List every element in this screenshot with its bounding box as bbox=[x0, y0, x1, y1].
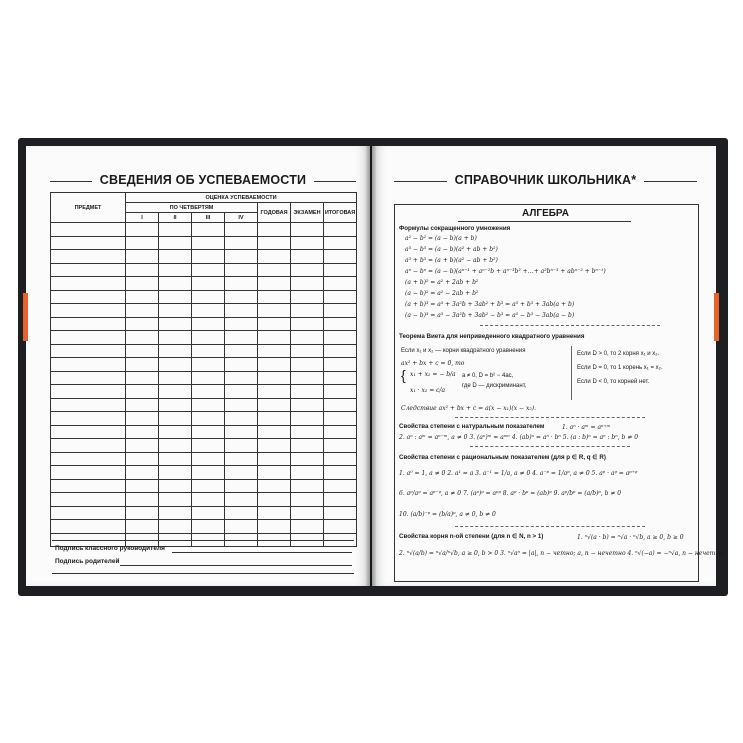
rat-powers-line-2: 6. aᵖ/aᵍ = aᵖ⁻ᵍ, a ≠ 0 7. (aᵖ)ᵍ = aᵖᵍ 8. aᵖ · bᵖ = (ab)ᵖ 9. aᵖ/bᵖ = (a/b)ᵖ, b ≠ 0 bbox=[399, 490, 622, 497]
grade-cell[interactable] bbox=[192, 236, 225, 250]
grade-cell[interactable] bbox=[291, 250, 324, 264]
rat-powers-line-3: 10. (a/b)⁻ᵖ = (b/a)ᵖ, a ≠ 0, b ≠ 0 bbox=[399, 511, 496, 518]
grade-row bbox=[51, 412, 357, 426]
grade-cell[interactable] bbox=[225, 331, 258, 345]
grade-cell[interactable] bbox=[225, 223, 258, 237]
grade-row bbox=[51, 290, 357, 304]
vieta-sum: x₁ + x₂ = − b/a bbox=[410, 371, 456, 378]
grade-cell[interactable] bbox=[258, 290, 291, 304]
exam-header: ЭКЗАМЕН bbox=[291, 203, 324, 223]
grade-cell[interactable] bbox=[324, 358, 357, 372]
grade-cell[interactable] bbox=[225, 520, 258, 534]
grade-cell[interactable] bbox=[291, 425, 324, 439]
grade-cell[interactable] bbox=[225, 452, 258, 466]
grade-cell[interactable] bbox=[159, 358, 192, 372]
grade-cell[interactable] bbox=[324, 331, 357, 345]
grades-table bbox=[50, 192, 357, 547]
grade-cell[interactable] bbox=[126, 439, 159, 453]
quarter-3-header: III bbox=[192, 213, 225, 223]
grade-cell[interactable] bbox=[192, 371, 225, 385]
grade-cell[interactable] bbox=[126, 358, 159, 372]
grade-cell[interactable] bbox=[192, 439, 225, 453]
grade-cell[interactable] bbox=[324, 398, 357, 412]
grade-cell[interactable] bbox=[225, 317, 258, 331]
formula-4: aⁿ − bⁿ = (a − b)(aⁿ⁻¹ + aⁿ⁻²b + aⁿ⁻³b² +…+ a²bⁿ⁻³ + abⁿ⁻² + bⁿ⁻¹) bbox=[405, 268, 606, 275]
grade-cell[interactable] bbox=[258, 466, 291, 480]
root-property-1: 1. ⁿ√(a · b) = ⁿ√a · ⁿ√b, a ≥ 0, b ≥ 0 bbox=[577, 534, 684, 541]
grade-cell[interactable] bbox=[159, 304, 192, 318]
subject-cell[interactable] bbox=[51, 317, 126, 331]
subject-cell[interactable] bbox=[51, 371, 126, 385]
subject-cell[interactable] bbox=[51, 358, 126, 372]
grade-cell[interactable] bbox=[225, 290, 258, 304]
grade-cell[interactable] bbox=[291, 520, 324, 534]
grade-cell[interactable] bbox=[159, 277, 192, 291]
grade-cell[interactable] bbox=[258, 304, 291, 318]
grade-cell[interactable] bbox=[192, 223, 225, 237]
grade-cell[interactable] bbox=[192, 317, 225, 331]
grades-header: ОЦЕНКА УСПЕВАЕМОСТИ bbox=[126, 193, 357, 203]
vieta-divider bbox=[571, 346, 572, 400]
grade-row bbox=[51, 277, 357, 291]
grade-cell[interactable] bbox=[225, 439, 258, 453]
grade-cell[interactable] bbox=[192, 412, 225, 426]
grade-cell[interactable] bbox=[324, 493, 357, 507]
grade-cell[interactable] bbox=[192, 493, 225, 507]
grade-cell[interactable] bbox=[126, 398, 159, 412]
grade-cell[interactable] bbox=[258, 263, 291, 277]
grade-row bbox=[51, 398, 357, 412]
grade-row bbox=[51, 304, 357, 318]
grade-cell[interactable] bbox=[291, 466, 324, 480]
system-brace: { bbox=[401, 367, 406, 383]
subject-cell[interactable] bbox=[51, 236, 126, 250]
grade-row bbox=[51, 425, 357, 439]
grade-cell[interactable] bbox=[291, 479, 324, 493]
grade-cell[interactable] bbox=[324, 304, 357, 318]
grade-cell[interactable] bbox=[291, 236, 324, 250]
quarter-2-header: II bbox=[159, 213, 192, 223]
grade-cell[interactable] bbox=[324, 385, 357, 399]
vieta-product: x₁ · x₂ = c/a bbox=[410, 387, 446, 394]
grade-cell[interactable] bbox=[258, 385, 291, 399]
grade-cell[interactable] bbox=[126, 520, 159, 534]
grade-cell[interactable] bbox=[126, 344, 159, 358]
subject-cell[interactable] bbox=[51, 263, 126, 277]
grade-cell[interactable] bbox=[324, 439, 357, 453]
grade-cell[interactable] bbox=[258, 236, 291, 250]
subject-cell[interactable] bbox=[51, 385, 126, 399]
grade-cell[interactable] bbox=[192, 479, 225, 493]
grade-cell[interactable] bbox=[192, 304, 225, 318]
grade-cell[interactable] bbox=[225, 250, 258, 264]
formula-1: a² − b² = (a − b)(a + b) bbox=[405, 235, 477, 242]
formula-5: (a + b)² = a² + 2ab + b² bbox=[405, 279, 479, 286]
grade-cell[interactable] bbox=[159, 371, 192, 385]
discriminant-positive: Если D > 0, то 2 корня x₁ и x₂. bbox=[577, 351, 660, 357]
grade-cell[interactable] bbox=[225, 263, 258, 277]
grade-cell[interactable] bbox=[159, 263, 192, 277]
grade-cell[interactable] bbox=[324, 277, 357, 291]
grade-cell[interactable] bbox=[225, 385, 258, 399]
grade-cell[interactable] bbox=[291, 412, 324, 426]
parents-signature-label: Подпись родителей bbox=[55, 558, 120, 565]
algebra-title-underline bbox=[458, 221, 631, 222]
grade-cell[interactable] bbox=[159, 479, 192, 493]
nat-power-1: 1. aⁿ · aᵐ = aⁿ⁺ᵐ bbox=[562, 424, 611, 431]
short-mult-heading: Формулы сокращенного умножения bbox=[399, 225, 511, 232]
spine bbox=[366, 146, 376, 586]
grade-row bbox=[51, 506, 357, 520]
grade-cell[interactable] bbox=[159, 439, 192, 453]
grade-cell[interactable] bbox=[258, 277, 291, 291]
subject-cell[interactable] bbox=[51, 344, 126, 358]
grade-cell[interactable] bbox=[225, 466, 258, 480]
grade-cell[interactable] bbox=[258, 439, 291, 453]
grade-cell[interactable] bbox=[126, 317, 159, 331]
grade-cell[interactable] bbox=[192, 425, 225, 439]
algebra-title: АЛГЕБРА bbox=[522, 208, 569, 219]
grade-cell[interactable] bbox=[159, 425, 192, 439]
grade-cell[interactable] bbox=[291, 277, 324, 291]
separator-2 bbox=[455, 417, 645, 418]
grade-cell[interactable] bbox=[324, 236, 357, 250]
teacher-signature-line[interactable] bbox=[172, 552, 352, 553]
grade-cell[interactable] bbox=[291, 290, 324, 304]
grade-cell[interactable] bbox=[324, 466, 357, 480]
grade-cell[interactable] bbox=[225, 425, 258, 439]
final-header: ИТОГОВАЯ bbox=[324, 203, 357, 223]
subject-cell[interactable] bbox=[51, 479, 126, 493]
grade-cell[interactable] bbox=[126, 493, 159, 507]
grade-row bbox=[51, 331, 357, 345]
subject-cell[interactable] bbox=[51, 452, 126, 466]
subject-cell[interactable] bbox=[51, 290, 126, 304]
grade-cell[interactable] bbox=[159, 452, 192, 466]
grade-cell[interactable] bbox=[258, 493, 291, 507]
grade-cell[interactable] bbox=[159, 520, 192, 534]
grade-cell[interactable] bbox=[159, 290, 192, 304]
grade-cell[interactable] bbox=[258, 344, 291, 358]
grade-cell[interactable] bbox=[225, 277, 258, 291]
grade-cell[interactable] bbox=[192, 520, 225, 534]
grade-cell[interactable] bbox=[324, 506, 357, 520]
grade-cell[interactable] bbox=[159, 398, 192, 412]
grade-cell[interactable] bbox=[225, 412, 258, 426]
grade-cell[interactable] bbox=[225, 493, 258, 507]
grade-cell[interactable] bbox=[192, 331, 225, 345]
grade-row bbox=[51, 263, 357, 277]
grade-cell[interactable] bbox=[225, 398, 258, 412]
grade-cell[interactable] bbox=[291, 263, 324, 277]
grade-row bbox=[51, 250, 357, 264]
separator-4 bbox=[455, 526, 645, 527]
grade-row bbox=[51, 493, 357, 507]
grade-cell[interactable] bbox=[258, 398, 291, 412]
nat-powers-heading: Свойства степени с натуральным показателем bbox=[399, 423, 545, 430]
grade-cell[interactable] bbox=[291, 344, 324, 358]
grade-cell[interactable] bbox=[258, 223, 291, 237]
teacher-signature-label: Подпись классного руководителя bbox=[55, 545, 165, 552]
bookmark-ribbon-left bbox=[23, 293, 28, 341]
subject-cell[interactable] bbox=[51, 466, 126, 480]
parents-signature-line[interactable] bbox=[120, 565, 352, 566]
grade-row bbox=[51, 371, 357, 385]
grade-cell[interactable] bbox=[192, 385, 225, 399]
vieta-condition-2: где D — дискриминант, bbox=[462, 383, 527, 389]
annual-header: ГОДОВАЯ bbox=[258, 203, 291, 223]
subject-cell[interactable] bbox=[51, 331, 126, 345]
grade-cell[interactable] bbox=[126, 263, 159, 277]
grade-cell[interactable] bbox=[159, 344, 192, 358]
subject-cell[interactable] bbox=[51, 398, 126, 412]
separator-3 bbox=[470, 446, 630, 447]
grade-row bbox=[51, 520, 357, 534]
grade-cell[interactable] bbox=[258, 425, 291, 439]
grade-cell[interactable] bbox=[126, 479, 159, 493]
grade-cell[interactable] bbox=[192, 250, 225, 264]
discriminant-zero: Если D = 0, то 1 корень x₁ = x₂. bbox=[577, 365, 663, 371]
grade-cell[interactable] bbox=[324, 317, 357, 331]
roots-heading: Свойства корня n-ой степени (для n ∈ N, n > 1) bbox=[399, 533, 544, 540]
separator-1 bbox=[480, 325, 660, 326]
formula-6: (a − b)² = a² − 2ab + b² bbox=[405, 290, 479, 297]
grade-cell[interactable] bbox=[258, 331, 291, 345]
grade-row bbox=[51, 385, 357, 399]
subject-cell[interactable] bbox=[51, 412, 126, 426]
grade-cell[interactable] bbox=[126, 304, 159, 318]
grade-cell[interactable] bbox=[291, 304, 324, 318]
grade-cell[interactable] bbox=[126, 331, 159, 345]
grade-cell[interactable] bbox=[324, 250, 357, 264]
vieta-corollary: Следствие ax² + bx + c = a(x − x₁)(x − x₂). bbox=[401, 405, 536, 412]
grade-cell[interactable] bbox=[258, 452, 291, 466]
grade-cell[interactable] bbox=[324, 290, 357, 304]
grade-cell[interactable] bbox=[159, 317, 192, 331]
grade-cell[interactable] bbox=[291, 358, 324, 372]
grade-cell[interactable] bbox=[258, 520, 291, 534]
formula-2: a³ − b³ = (a − b)(a² + ab + b²) bbox=[405, 246, 498, 253]
grade-cell[interactable] bbox=[225, 479, 258, 493]
grade-cell[interactable] bbox=[159, 412, 192, 426]
quarter-1-header: I bbox=[126, 213, 159, 223]
grade-cell[interactable] bbox=[258, 479, 291, 493]
grade-cell[interactable] bbox=[159, 385, 192, 399]
grade-cell[interactable] bbox=[159, 223, 192, 237]
grade-cell[interactable] bbox=[126, 236, 159, 250]
grade-cell[interactable] bbox=[159, 506, 192, 520]
grade-cell[interactable] bbox=[324, 520, 357, 534]
bookmark-ribbon-right bbox=[714, 293, 719, 341]
formula-3: a³ + b³ = (a + b)(a² − ab + b²) bbox=[405, 257, 498, 264]
grade-cell[interactable] bbox=[258, 250, 291, 264]
grade-cell[interactable] bbox=[159, 466, 192, 480]
grade-cell[interactable] bbox=[291, 371, 324, 385]
grade-row bbox=[51, 236, 357, 250]
rat-powers-heading: Свойства степени с рациональным показателем (для p ∈ R, q ∈ R) bbox=[399, 454, 606, 461]
nat-powers-line: 2. aⁿ : aᵐ = aⁿ⁻ᵐ, a ≠ 0 3. (aⁿ)ᵐ = aⁿᵐ 4. (ab)ⁿ = aⁿ · bⁿ 5. (a : b)ⁿ = aⁿ : bⁿ, b ≠ 0 bbox=[399, 434, 639, 441]
grade-cell[interactable] bbox=[192, 290, 225, 304]
quarter-4-header: IV bbox=[225, 213, 258, 223]
left-page-title: СВЕДЕНИЯ ОБ УСПЕВАЕМОСТИ bbox=[92, 173, 314, 187]
grade-cell[interactable] bbox=[126, 371, 159, 385]
grade-cell[interactable] bbox=[126, 412, 159, 426]
grade-cell[interactable] bbox=[192, 344, 225, 358]
grade-cell[interactable] bbox=[291, 493, 324, 507]
grade-cell[interactable] bbox=[126, 250, 159, 264]
grade-cell[interactable] bbox=[225, 371, 258, 385]
grade-cell[interactable] bbox=[192, 263, 225, 277]
grade-row bbox=[51, 317, 357, 331]
grade-cell[interactable] bbox=[258, 506, 291, 520]
grade-cell[interactable] bbox=[324, 344, 357, 358]
grade-cell[interactable] bbox=[159, 493, 192, 507]
grade-cell[interactable] bbox=[291, 223, 324, 237]
grade-row bbox=[51, 452, 357, 466]
grade-cell[interactable] bbox=[192, 452, 225, 466]
grade-cell[interactable] bbox=[225, 236, 258, 250]
grade-row bbox=[51, 358, 357, 372]
grade-cell[interactable] bbox=[159, 331, 192, 345]
grade-cell[interactable] bbox=[192, 506, 225, 520]
grade-cell[interactable] bbox=[192, 277, 225, 291]
grade-cell[interactable] bbox=[291, 506, 324, 520]
grade-cell[interactable] bbox=[126, 277, 159, 291]
grade-cell[interactable] bbox=[225, 344, 258, 358]
grade-cell[interactable] bbox=[159, 250, 192, 264]
grade-cell[interactable] bbox=[258, 317, 291, 331]
grade-cell[interactable] bbox=[126, 385, 159, 399]
subject-cell[interactable] bbox=[51, 439, 126, 453]
subject-cell[interactable] bbox=[51, 250, 126, 264]
subject-cell[interactable] bbox=[51, 223, 126, 237]
subject-cell[interactable] bbox=[51, 520, 126, 534]
vieta-line-1: Если x₁ и x₂ — корни квадратного уравнения bbox=[401, 348, 526, 354]
grade-cell[interactable] bbox=[291, 331, 324, 345]
vieta-condition-1: a ≠ 0, D = b² − 4ac, bbox=[462, 373, 514, 379]
grade-cell[interactable] bbox=[192, 466, 225, 480]
grade-cell[interactable] bbox=[291, 385, 324, 399]
grade-cell[interactable] bbox=[324, 479, 357, 493]
grade-cell[interactable] bbox=[126, 290, 159, 304]
subject-cell[interactable] bbox=[51, 493, 126, 507]
grade-cell[interactable] bbox=[324, 425, 357, 439]
grade-cell[interactable] bbox=[324, 371, 357, 385]
formula-8: (a − b)³ = a³ − 3a²b + 3ab² − b³ = a³ − b³ − 3ab(a − b) bbox=[405, 312, 575, 319]
grade-row bbox=[51, 223, 357, 237]
grade-cell[interactable] bbox=[258, 358, 291, 372]
grade-cell[interactable] bbox=[258, 412, 291, 426]
grade-row bbox=[51, 466, 357, 480]
grade-cell[interactable] bbox=[225, 358, 258, 372]
subject-cell[interactable] bbox=[51, 425, 126, 439]
grade-cell[interactable] bbox=[192, 358, 225, 372]
grade-cell[interactable] bbox=[126, 452, 159, 466]
grade-cell[interactable] bbox=[291, 317, 324, 331]
grade-cell[interactable] bbox=[126, 425, 159, 439]
grade-row bbox=[51, 479, 357, 493]
grade-cell[interactable] bbox=[159, 236, 192, 250]
roots-line: 2. ⁿ√(a/b) = ⁿ√a/ⁿ√b, a ≥ 0, b > 0 3. ⁿ√aⁿ = |a|, n − четно; a, n − нечетно 4. ⁿ√(−a) = −ⁿ√a, n − нечетно bbox=[399, 550, 723, 557]
grade-cell[interactable] bbox=[225, 304, 258, 318]
subject-header: ПРЕДМЕТ bbox=[51, 193, 126, 223]
rat-powers-line-1: 1. a⁰ = 1, a ≠ 0 2. a¹ = a 3. a⁻¹ = 1/a, a ≠ 0 4. a⁻ᵖ = 1/aᵖ, a ≠ 0 5. aᵖ · aᵍ = aᵖ⁺ᵍ bbox=[399, 470, 638, 477]
grade-row bbox=[51, 344, 357, 358]
subject-cell[interactable] bbox=[51, 304, 126, 318]
right-page-title: СПРАВОЧНИК ШКОЛЬНИКА* bbox=[447, 173, 645, 187]
grade-row bbox=[51, 439, 357, 453]
subject-cell[interactable] bbox=[51, 277, 126, 291]
vieta-line-2: ax² + bx + c = 0, то bbox=[401, 360, 465, 367]
grade-cell[interactable] bbox=[258, 371, 291, 385]
grade-cell[interactable] bbox=[126, 223, 159, 237]
formula-7: (a + b)³ = a³ + 3a²b + 3ab² + b³ = a³ + b³ + 3ab(a + b) bbox=[405, 301, 575, 308]
grade-cell[interactable] bbox=[324, 263, 357, 277]
grade-cell[interactable] bbox=[192, 398, 225, 412]
grade-cell[interactable] bbox=[324, 223, 357, 237]
grade-cell[interactable] bbox=[291, 398, 324, 412]
grade-cell[interactable] bbox=[324, 412, 357, 426]
grade-cell[interactable] bbox=[291, 439, 324, 453]
discriminant-negative: Если D < 0, то корней нет. bbox=[577, 379, 650, 385]
grade-cell[interactable] bbox=[126, 506, 159, 520]
grade-cell[interactable] bbox=[225, 506, 258, 520]
grade-cell[interactable] bbox=[324, 452, 357, 466]
grade-cell[interactable] bbox=[126, 466, 159, 480]
grade-cell[interactable] bbox=[291, 452, 324, 466]
quarters-header: ПО ЧЕТВЕРТЯМ bbox=[126, 203, 258, 213]
subject-cell[interactable] bbox=[51, 506, 126, 520]
vieta-heading: Теорема Виета для неприведенного квадратного уравнения bbox=[399, 333, 585, 340]
